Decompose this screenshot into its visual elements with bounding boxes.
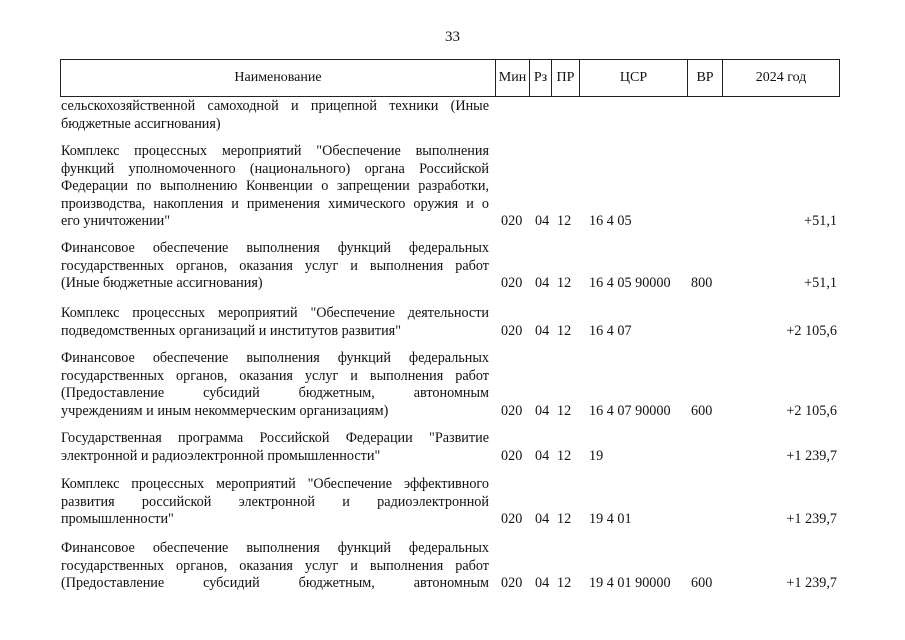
table-row [0, 98, 905, 133]
csr-code: 16 4 07 90000 [589, 402, 671, 419]
row-name-line: Федерации по выполнению Конвенции о запрещении разработки, [61, 178, 489, 195]
row-codes [0, 115, 905, 133]
pr-code: 12 [557, 322, 572, 339]
pr-code: 12 [557, 402, 572, 419]
row-codes [0, 575, 905, 593]
amount: +51,1 [804, 275, 837, 292]
amount: +1 239,7 [786, 511, 837, 528]
row-name-line: Финансовое обеспечение выполнения функций федеральных [61, 540, 489, 556]
table-row [0, 540, 905, 593]
min-code: 020 [501, 447, 523, 464]
row-codes [0, 511, 905, 529]
row-name-line: подведомственных организаций и институтов развития" [61, 322, 401, 339]
min-code: 020 [501, 213, 523, 230]
rz-code: 04 [535, 275, 550, 292]
min-code: 020 [501, 575, 523, 592]
csr-code: 16 4 05 90000 [589, 275, 671, 292]
vr-code: 600 [691, 402, 713, 419]
row-name-line: Комплекс процессных мероприятий "Обеспечение деятельности [61, 305, 489, 321]
table-row [0, 350, 905, 420]
table-row [0, 430, 905, 465]
amount: +2 105,6 [786, 402, 837, 419]
csr-code: 16 4 07 [589, 322, 632, 339]
min-code: 020 [501, 511, 523, 528]
min-code: 020 [501, 322, 523, 339]
header-vr: ВР [688, 60, 723, 97]
header-pr: ПР [552, 60, 580, 97]
table-row [0, 240, 905, 293]
row-name-line: Государственная программа Российской Федерации "Развитие [61, 430, 489, 446]
budget-table-header [60, 59, 840, 97]
row-name-line: учреждениям и иным некоммерческим организациям) [61, 402, 389, 419]
row-name-line: Финансовое обеспечение выполнения функций федеральных [61, 240, 489, 256]
rz-code: 04 [535, 575, 550, 592]
row-name-line: функций уполномоченного (национального) органа Российской [61, 160, 489, 177]
pr-code: 12 [557, 213, 572, 230]
row-name-line: бюджетные ассигнования) [61, 115, 221, 132]
pr-code: 12 [557, 511, 572, 528]
amount: +1 239,7 [786, 447, 837, 464]
header-min: Мин [496, 60, 530, 97]
min-code: 020 [501, 402, 523, 419]
header-year: 2024 год [723, 60, 840, 97]
amount: +2 105,6 [786, 322, 837, 339]
pr-code: 12 [557, 575, 572, 592]
row-name-line: (Иные бюджетные ассигнования) [61, 275, 263, 292]
csr-code: 16 4 05 [589, 213, 632, 230]
csr-code: 19 4 01 90000 [589, 575, 671, 592]
row-name-line: государственных органов, оказания услуг и выполнения работ [61, 557, 489, 574]
rz-code: 04 [535, 402, 550, 419]
row-name-line: развития российской электронной и радиоэлектронной [61, 493, 489, 510]
page-number: 33 [445, 29, 460, 45]
pr-code: 12 [557, 275, 572, 292]
csr-code: 19 [589, 447, 604, 464]
table-row [0, 143, 905, 231]
amount: +1 239,7 [786, 575, 837, 592]
row-name-line: производства, накопления и применения химического оружия и о [61, 195, 489, 212]
csr-code: 19 4 01 [589, 511, 632, 528]
row-name-line: электронной и радиоэлектронной промышленности" [61, 447, 381, 464]
row-name-line: государственных органов, оказания услуг и выполнения работ [61, 367, 489, 384]
table-row [0, 305, 905, 340]
rz-code: 04 [535, 213, 550, 230]
row-codes [0, 322, 905, 340]
vr-code: 600 [691, 575, 713, 592]
row-name-line: (Предоставление субсидий бюджетным, автономным [61, 575, 489, 592]
amount: +51,1 [804, 213, 837, 230]
row-name-line: (Предоставление субсидий бюджетным, автономным [61, 385, 489, 402]
row-name-line: Комплекс процессных мероприятий "Обеспечение выполнения [61, 143, 489, 159]
row-codes [0, 213, 905, 231]
rz-code: 04 [535, 447, 550, 464]
table-row [0, 476, 905, 529]
row-name-line: сельскохозяйственной самоходной и прицепной техники (Иные [61, 98, 489, 114]
row-codes [0, 402, 905, 420]
header-rz: Рз [530, 60, 552, 97]
rz-code: 04 [535, 322, 550, 339]
header-name: Наименование [61, 60, 496, 97]
vr-code: 800 [691, 275, 713, 292]
rz-code: 04 [535, 511, 550, 528]
pr-code: 12 [557, 447, 572, 464]
row-name-line: его уничтожении" [61, 213, 171, 230]
min-code: 020 [501, 275, 523, 292]
row-name-line: промышленности" [61, 511, 174, 528]
row-name-line: Комплекс процессных мероприятий "Обеспечение эффективного [61, 476, 489, 492]
row-name-line: государственных органов, оказания услуг и выполнения работ [61, 257, 489, 274]
row-name-line: Финансовое обеспечение выполнения функций федеральных [61, 350, 489, 366]
row-codes [0, 447, 905, 465]
row-codes [0, 275, 905, 293]
header-csr: ЦСР [580, 60, 688, 97]
